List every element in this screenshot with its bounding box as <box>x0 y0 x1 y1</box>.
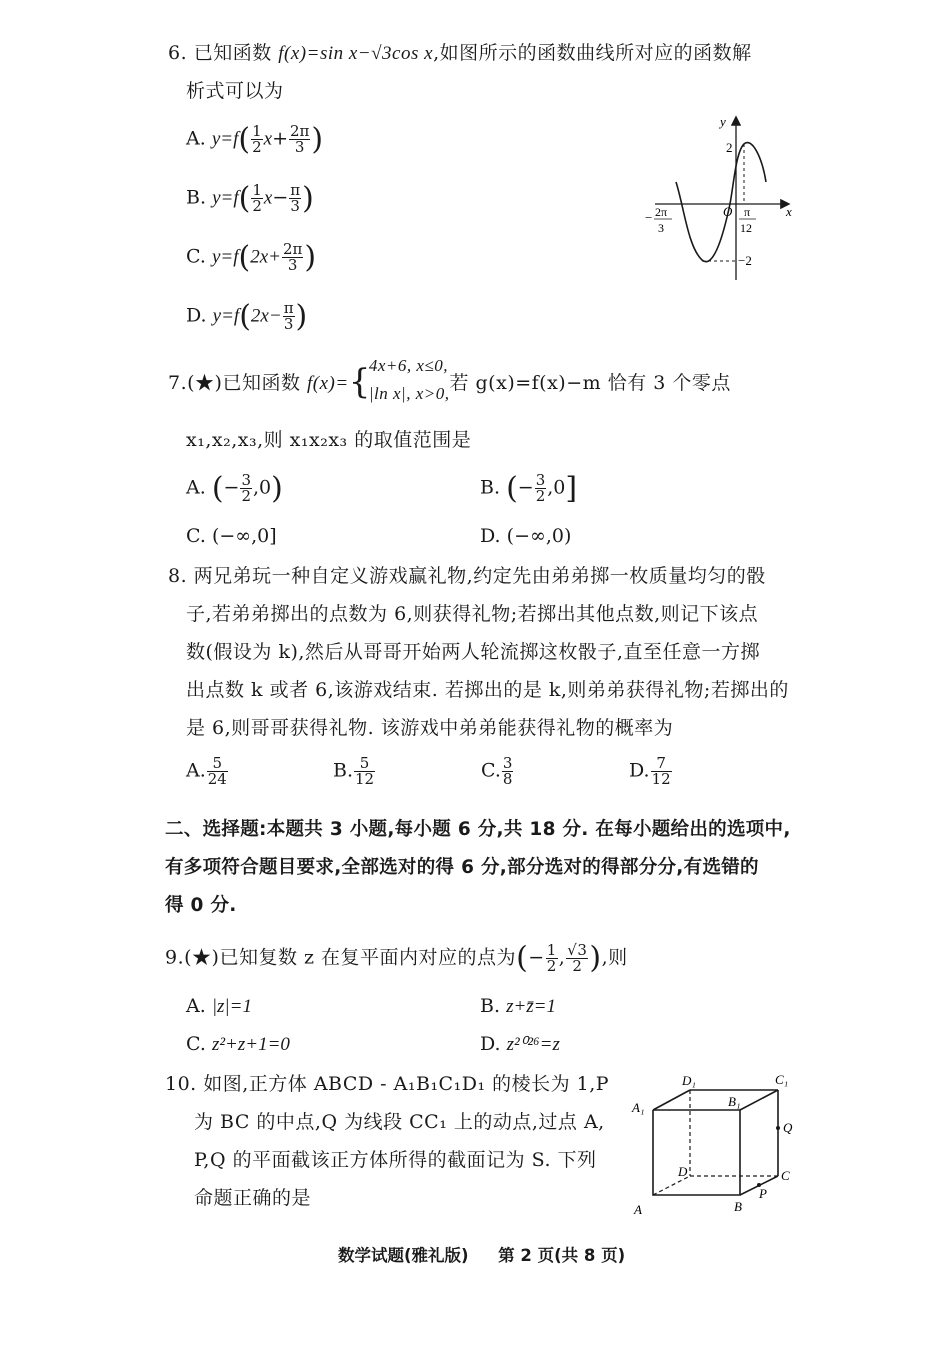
q10-cube-figure <box>628 1068 803 1218</box>
q8-line1: 8. 两兄弟玩一种自定义游戏赢礼物,约定先由弟弟掷一枚质量均匀的骰 <box>168 565 766 587</box>
q6-option-d[interactable]: D. y=f(2x− $\frac{\pi}{3}$ ) <box>186 299 308 334</box>
section2-line3: 得 0 分. <box>165 895 237 916</box>
q10-line4: 命题正确的是 <box>194 1187 312 1209</box>
svg-text:12: 12 <box>740 221 752 235</box>
svg-text:x: x <box>786 204 792 219</box>
q6-stem-b: ,如图所示的函数曲线所对应的函数解 <box>433 42 752 64</box>
svg-text:C: C <box>781 1168 790 1183</box>
q9-option-c[interactable]: C. z²+z+1=0 <box>186 1033 290 1055</box>
svg-text:A₁: A₁ <box>632 1100 645 1115</box>
svg-text:D: D <box>678 1164 688 1179</box>
q7-case2: |ln x|, x>0, <box>368 384 450 403</box>
svg-text:2π: 2π <box>655 205 668 219</box>
q7-option-c[interactable]: C. (−∞,0] <box>186 525 277 547</box>
q6-number: 6. <box>168 42 188 64</box>
page-footer <box>338 1242 625 1266</box>
svg-text:C₁: C₁ <box>775 1072 789 1087</box>
q8-option-c[interactable]: C. $\frac{3}{8}$ <box>481 754 513 788</box>
svg-text:−2: −2 <box>738 253 752 268</box>
svg-text:B: B <box>734 1199 742 1214</box>
q8-option-d[interactable]: D. $\frac{7}{12}$ <box>629 754 671 788</box>
q9-option-b[interactable]: B. z+z̄=1 <box>480 995 556 1017</box>
q6-option-c[interactable]: C. y=f(2x+ $\frac{2\pi}{3}$ ) <box>186 240 317 275</box>
q7-stem-line2: x₁,x₂,x₃,则 x₁x₂x₃ 的取值范围是 <box>186 429 472 451</box>
svg-text:P: P <box>759 1186 767 1201</box>
q6-option-a[interactable]: A. y=f( $\frac{1}{2}$ x+ $\frac{2\pi}{3}$ ) <box>186 122 324 157</box>
q8-option-b[interactable]: B. $\frac{5}{12}$ <box>333 754 375 788</box>
q6-stem-line2: 析式可以为 <box>186 80 284 102</box>
q7-stem: 7.(★)已知函数 f(x)={ 4x+6, x≤0, |ln x|, x>0, 若 g(x)=f(x)−m 恰有 3 个零点 <box>168 352 731 412</box>
point-q <box>776 1126 780 1130</box>
q8-line4: 出点数 k 或者 6,该游戏结束. 若掷出的是 k,则弟弟获得礼物;若掷出的 <box>186 679 789 701</box>
svg-text:π: π <box>744 205 751 219</box>
q7-case1: 4x+6, x≤0, <box>368 356 448 375</box>
q7-option-a[interactable]: A. (− $\frac{3}{2}$ ,0) <box>186 471 283 506</box>
svg-text:A: A <box>634 1202 642 1217</box>
q7-option-b[interactable]: B. (− $\frac{3}{2}$ ,0] <box>480 471 578 506</box>
q7-option-d[interactable]: D. (−∞,0) <box>480 525 572 547</box>
star-icon: (★) <box>184 946 220 969</box>
q8-line3: 数(假设为 k),然后从哥哥开始两人轮流掷这枚骰子,直至任意一方掷 <box>186 641 760 663</box>
svg-text:3: 3 <box>658 221 664 235</box>
svg-text:2: 2 <box>726 140 733 155</box>
svg-text:y: y <box>720 114 726 129</box>
q10-line2: 为 BC 的中点,Q 为线段 CC₁ 上的动点,过点 A, <box>194 1111 605 1133</box>
q10-line1: 10. 如图,正方体 ABCD - A₁B₁C₁D₁ 的棱长为 1,P <box>165 1073 610 1095</box>
q9-option-d[interactable]: D. z²⁰²⁶=z <box>480 1033 560 1055</box>
q6-stem-line1 <box>168 41 752 66</box>
q8-line2: 子,若弟弟掷出的点数为 6,则获得礼物;若掷出其他点数,则记下该点 <box>186 603 759 625</box>
q6-function: f(x)=sin x−√3cos x <box>278 43 434 64</box>
q9-stem: 9.(★)已知复数 z 在复平面内对应的点为(− $\frac{1}{2}$ , $\frac{√3}{2}$ ),则 <box>165 940 628 976</box>
q6-sine-graph <box>640 112 800 287</box>
q6-stem-a: 已知函数 <box>193 42 272 64</box>
q6-option-b[interactable]: B. y=f( $\frac{1}{2}$ x− $\frac{\pi}{3}$ ) <box>186 181 314 216</box>
q8-option-a[interactable]: A. $\frac{5}{24}$ <box>186 754 227 788</box>
star-icon: (★) <box>187 372 223 394</box>
svg-text:Q: Q <box>783 1120 793 1135</box>
section2-line2: 有多项符合题目要求,全部选对的得 6 分,部分选对的得部分分,有选错的 <box>165 857 759 878</box>
sine-curve <box>676 143 766 262</box>
footer-page-number: 第 2 页(共 8 页) <box>498 1246 626 1265</box>
q8-line5: 是 6,则哥哥获得礼物. 该游戏中弟弟能获得礼物的概率为 <box>186 717 674 739</box>
q9-option-a[interactable]: A. |z|=1 <box>186 995 252 1017</box>
svg-text:D₁: D₁ <box>682 1073 696 1088</box>
svg-text:−: − <box>645 210 653 225</box>
q7-stem-b: 若 g(x)=f(x)−m 恰有 3 个零点 <box>449 372 731 394</box>
section2-line1: 二、选择题:本题共 3 小题,每小题 6 分,共 18 分. 在每小题给出的选项中, <box>165 819 791 840</box>
q10-line3: P,Q 的平面截该正方体所得的截面记为 S. 下列 <box>194 1149 597 1171</box>
svg-text:O: O <box>723 204 733 219</box>
svg-text:B₁: B₁ <box>728 1094 741 1109</box>
footer-title: 数学试题(雅礼版) <box>338 1246 469 1265</box>
